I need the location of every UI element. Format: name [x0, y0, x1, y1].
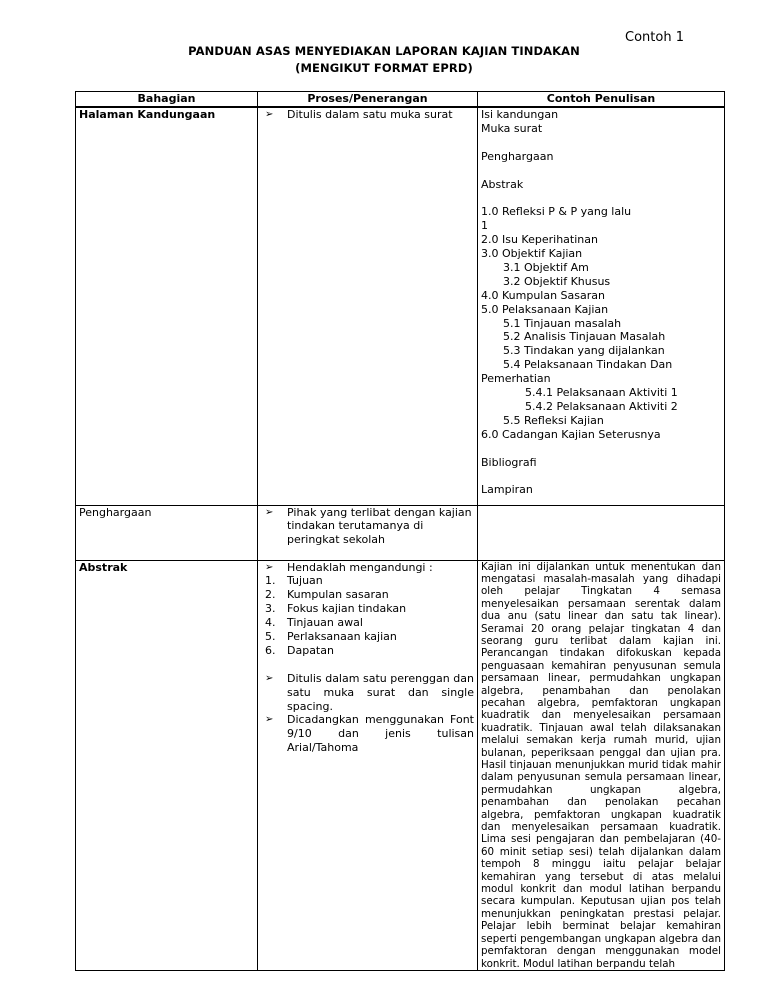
- numbered-item: 2. Kumpulan sasaran: [265, 588, 389, 602]
- example-line: Penghargaan: [481, 149, 554, 163]
- section-cell: [76, 560, 258, 970]
- process-cell: [258, 560, 478, 970]
- example-line: 6.0 Cadangan Kajian Seterusnya: [481, 427, 661, 441]
- arrow-bullet-icon: ➢: [265, 672, 274, 684]
- example-line: 3.1 Objektif Am: [503, 260, 589, 274]
- example-cell: [478, 560, 725, 970]
- example-line: 2.0 Isu Keperihatinan: [481, 233, 598, 247]
- arrow-bullet-icon: ➢: [265, 561, 274, 573]
- example-line: 3.0 Objektif Kajian: [481, 247, 583, 261]
- numbered-item: 4. Tinjauan awal: [265, 616, 363, 630]
- example-line: Isi kandungan: [481, 108, 559, 121]
- example-line: 5.4 Pelaksanaan Tindakan Dan: [503, 358, 673, 372]
- process-cell: [258, 107, 478, 505]
- arrow-bullet-icon: ➢: [265, 109, 274, 120]
- numbered-item: 1. Tujuan: [265, 574, 323, 588]
- example-line: 5.4.2 Pelaksanaan Aktiviti 2: [525, 399, 678, 413]
- header-contoh: Contoh Penulisan: [478, 92, 725, 108]
- process-cell: [258, 505, 478, 560]
- abstract-example: Kajian ini dijalankan untuk menentukan dan mengatasi masalah-masalah yang dihadapi oleh pelajar Tingkatan 4 semasa menyelesaikan persamaan serentak dalam dua anu (satu linear dan satu tak linear). Seramai 20 orang pelajar tingkatan 4 dan seorang guru terlibat dalam kajian ini. Perancangan tindakan difokuskan kepada penguasaan kemahiran penyusunan semula persamaan linear, permudahkan ungkapan algebra, penambahan dan penolakan pecahan algebra, pemfaktoran ungkapan kuadratik dan menyelesaikan persamaan kuadratik. Tinjauan awal telah dilaksanakan melalui semakan kerja rumah murid, ujian bulanan, peperiksaan penggal dan ujian pra. Hasil tinjauan menunjukkan murid tidak mahir dalam penyusunan semula persamaan linear, permudahkan ungkapan algebra, penambahan dan penolakan pecahan algebra, pemfaktoran ungkapan kuadratik dan menyelesaikan persamaan kuadratik. Lima sesi pengajaran dan pembelajaran (40-60 minit setiap sesi) telah dijalankan dalam tempoh 8 minggu iaitu pelajar belajar kemahiran yang tersebut di atas melalui modul konkrit dan modul latihan berpandu secara kumpulan. Keputusan ujian pos telah menunjukkan peningkatan prestasi pelajar. Pelajar lebih berminat belajar kemahiran seperti pengembangan ungkapan algebra dan pemfaktoran dengan menggunakan model konkrit. Modul latihan berpandu telah: [481, 560, 721, 970]
- numbered-item: 3. Fokus kajian tindakan: [265, 602, 407, 616]
- page-label: Contoh 1: [625, 30, 684, 45]
- header-bahagian: Bahagian: [76, 92, 258, 108]
- example-line: 5.1 Tinjauan masalah: [503, 316, 622, 330]
- example-line: 3.2 Objektif Khusus: [503, 274, 611, 288]
- example-line: Muka surat: [481, 121, 543, 135]
- example-line: Abstrak: [481, 177, 524, 191]
- example-line: 5.5 Refleksi Kajian: [503, 413, 604, 427]
- bullet-item: ➢ Hendaklah mengandungi :: [261, 561, 474, 575]
- table-row: [76, 505, 725, 560]
- arrow-bullet-icon: ➢: [265, 506, 274, 518]
- guide-table: [75, 91, 725, 971]
- table-row: [76, 560, 725, 970]
- bullet-item: ➢ Dicadangkan menggunakan Font 9/10 dan jenis tulisan Arial/Tahoma: [261, 713, 474, 755]
- section-name: Halaman Kandungaan: [79, 108, 216, 121]
- section-cell: [76, 107, 258, 505]
- document-subtitle: (MENGIKUT FORMAT EPRD): [295, 61, 473, 75]
- example-line: 1.0 Refleksi P & P yang lalu: [481, 205, 632, 219]
- example-line: 4.0 Kumpulan Sasaran: [481, 288, 605, 302]
- example-line: 5.4.1 Pelaksanaan Aktiviti 1: [525, 386, 678, 400]
- numbered-item: 5. Perlaksanaan kajian: [265, 630, 397, 644]
- example-line: 5.0 Pelaksanaan Kajian: [481, 302, 609, 316]
- example-line: Pemerhatian: [481, 372, 551, 386]
- bullet-item: ➢ Pihak yang terlibat dengan kajian tindakan terutamanya di peringkat sekolah: [261, 506, 474, 548]
- section-name: Abstrak: [79, 560, 128, 574]
- example-cell: [478, 505, 725, 560]
- example-cell: [478, 107, 725, 505]
- table-header-row: [76, 92, 725, 108]
- example-line: Lampiran: [481, 483, 533, 497]
- bullet-item: ➢ Ditulis dalam satu muka surat: [261, 108, 474, 122]
- table-row: [76, 107, 725, 505]
- document-title: PANDUAN ASAS MENYEDIAKAN LAPORAN KAJIAN TINDAKAN: [188, 44, 580, 58]
- example-line: 1: [481, 219, 488, 233]
- section-cell: [76, 505, 258, 560]
- bullet-item: ➢ Ditulis dalam satu perenggan dan satu muka surat dan single spacing.: [261, 672, 474, 714]
- header-proses: Proses/Penerangan: [258, 92, 478, 108]
- arrow-bullet-icon: ➢: [265, 714, 274, 726]
- numbered-item: 6. Dapatan: [265, 643, 334, 657]
- example-line: 5.2 Analisis Tinjauan Masalah: [503, 330, 666, 344]
- section-name: Penghargaan: [79, 505, 152, 519]
- example-line: 5.3 Tindakan yang dijalankan: [503, 344, 665, 358]
- example-line: Bibliografi: [481, 455, 537, 469]
